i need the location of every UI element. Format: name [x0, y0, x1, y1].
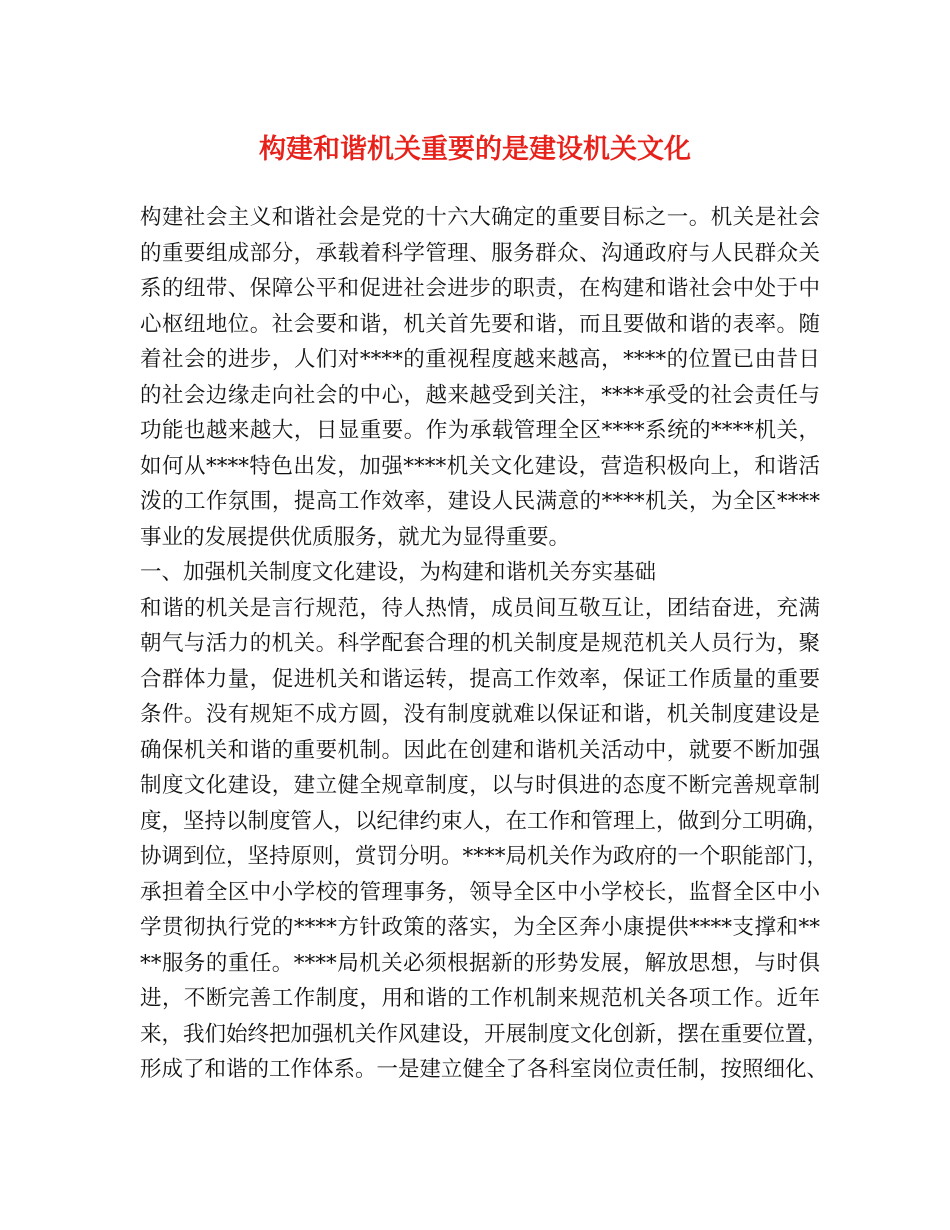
- body-line: 学贯彻执行党的****方针政策的落实，为全区奔小康提供****支撑和**: [140, 915, 820, 940]
- body-line: 构建社会主义和谐社会是党的十六大确定的重要目标之一。机关是社会: [140, 205, 820, 230]
- body-line: 来，我们始终把加强机关作风建设，开展制度文化创新，摆在重要位置，: [140, 1021, 829, 1047]
- document-title: 构建和谐机关重要的是建设机关文化: [259, 134, 691, 165]
- body-line: 条件。没有规矩不成方圆，没有制度就难以保证和谐，机关制度建设是: [140, 702, 820, 727]
- body-line: 和谐的机关是言行规范，待人热情，成员间互敬互让，团结奋进，充满: [140, 595, 820, 621]
- body-line: 制度文化建设，建立健全规章制度，以与时俱进的态度不断完善规章制: [140, 773, 820, 798]
- body-line: 朝气与活力的机关。科学配套合理的机关制度是规范机关人员行为，聚: [140, 631, 820, 656]
- body-line: 系的纽带、保障公平和促进社会进步的职责，在构建和谐社会中处于中: [140, 276, 820, 301]
- body-line: 合群体力量，促进机关和谐运转，提高工作效率，保证工作质量的重要: [140, 666, 820, 692]
- body-line: 度，坚持以制度管人，以纪律约束人，在工作和管理上，做到分工明确，: [140, 808, 829, 834]
- body-line: 形成了和谐的工作体系。一是建立健全了各科室岗位责任制，按照细化、: [140, 1057, 829, 1082]
- body-line: **服务的重任。****局机关必须根据新的形势发展，解放思想，与时俱: [140, 950, 820, 976]
- body-line: 的重要组成部分，承载着科学管理、服务群众、沟通政府与人民群众关: [140, 240, 820, 266]
- body-line: 的社会边缘走向社会的中心，越来越受到关注，****承受的社会责任与: [140, 382, 820, 408]
- body-line: 进，不断完善工作制度，用和谐的工作机制来规范机关各项工作。近年: [140, 986, 820, 1011]
- body-line: 确保机关和谐的重要机制。因此在创建和谐机关活动中，就要不断加强: [140, 737, 820, 763]
- body-line: 事业的发展提供优质服务，就尤为显得重要。: [140, 524, 571, 550]
- document-body: [140, 200, 829, 1088]
- body-line: 功能也越来越大，日显重要。作为承载管理全区****系统的****机关，: [140, 418, 820, 443]
- body-line: 泼的工作氛围，提高工作效率，建设人民满意的****机关，为全区****: [140, 489, 820, 514]
- body-line: 承担着全区中小学校的管理事务，领导全区中小学校长，监督全区中小: [140, 879, 820, 905]
- body-line: 着社会的进步，人们对****的重视程度越来越高，****的位置已由昔日: [140, 347, 820, 372]
- section-heading: 一、加强机关制度文化建设，为构建和谐机关夯实基础: [140, 560, 657, 585]
- body-line: 如何从****特色出发，加强****机关文化建设，营造积极向上，和谐活: [140, 453, 820, 479]
- body-line: 心枢纽地位。社会要和谐，机关首先要和谐，而且要做和谐的表率。随: [140, 311, 820, 337]
- body-line: 协调到位，坚持原则，赏罚分明。****局机关作为政府的一个职能部门，: [140, 844, 829, 869]
